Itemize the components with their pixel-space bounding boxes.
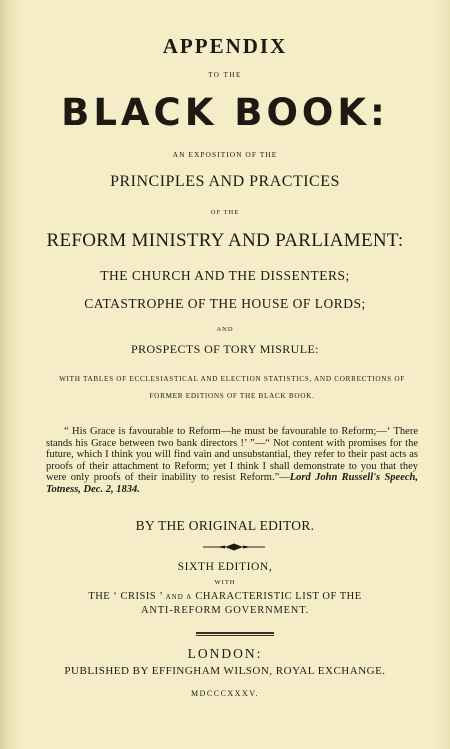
double-rule-top: [196, 632, 274, 634]
imprint-date: MDCCCXXXV.: [191, 689, 259, 698]
and-text: AND: [216, 326, 234, 333]
imprint-city: LONDON:: [187, 646, 263, 661]
reform-heading: REFORM MINISTRY AND PARLIAMENT:: [46, 230, 404, 251]
crisis-prefix: THE ‘ CRISIS ’: [88, 591, 163, 602]
of-the-text: OF THE: [210, 209, 240, 216]
epigraph-citation: Lord John Russell's Speech, Totness, Dec. 2, 1834.: [46, 472, 418, 495]
with-text: WITH: [214, 579, 236, 586]
principles-heading: PRINCIPLES AND PRACTICES: [110, 173, 340, 190]
ornament-divider-icon: [203, 542, 265, 552]
imprint-publisher: PUBLISHED BY EFFINGHAM WILSON, ROYAL EXCHANGE.: [64, 665, 386, 677]
prospects-heading: PROSPECTS OF TORY MISRULE:: [131, 342, 319, 356]
epigraph-text: “ His Grace is favourable to Reform—he must be favourable to Reform;—‘ There stands his Grace between two bank directors !’ ”—“ Not content with promises for the future, which I think you will find vain and unsubstantial, they refer to their past acts as proofs of their attachment to Reform; yet I think I shall demonstrate to you that they were only proofs of their inability to resist Reform.”—: [46, 426, 418, 483]
crisis-and: AND A: [165, 593, 193, 601]
double-rule-bottom: [196, 635, 274, 636]
catastrophe-heading: CATASTROPHE OF THE HOUSE OF LORDS;: [84, 296, 366, 311]
tables-subtitle: WITH TABLES OF ECCLESIASTICAL AND ELECTION STATISTICS, AND CORRECTIONS OF FORMER EDITIONS OF THE BLACK BOOK.: [59, 375, 405, 400]
editor-credit: BY THE ORIGINAL EDITOR.: [135, 518, 315, 533]
exposition-text: AN EXPOSITION OF THE: [172, 150, 278, 159]
anti-reform-line: ANTI-REFORM GOVERNMENT.: [140, 605, 310, 616]
epigraph: [46, 426, 418, 495]
edition-text: SIXTH EDITION,: [177, 561, 273, 573]
to-the-text: TO THE: [208, 71, 242, 79]
main-title: BLACK BOOK:: [61, 91, 389, 134]
appendix-heading: APPENDIX: [162, 34, 288, 58]
crisis-suffix: CHARACTERISTIC LIST OF THE: [195, 591, 362, 602]
church-heading: THE CHURCH AND THE DISSENTERS;: [100, 268, 350, 283]
crisis-line: [0, 591, 450, 602]
